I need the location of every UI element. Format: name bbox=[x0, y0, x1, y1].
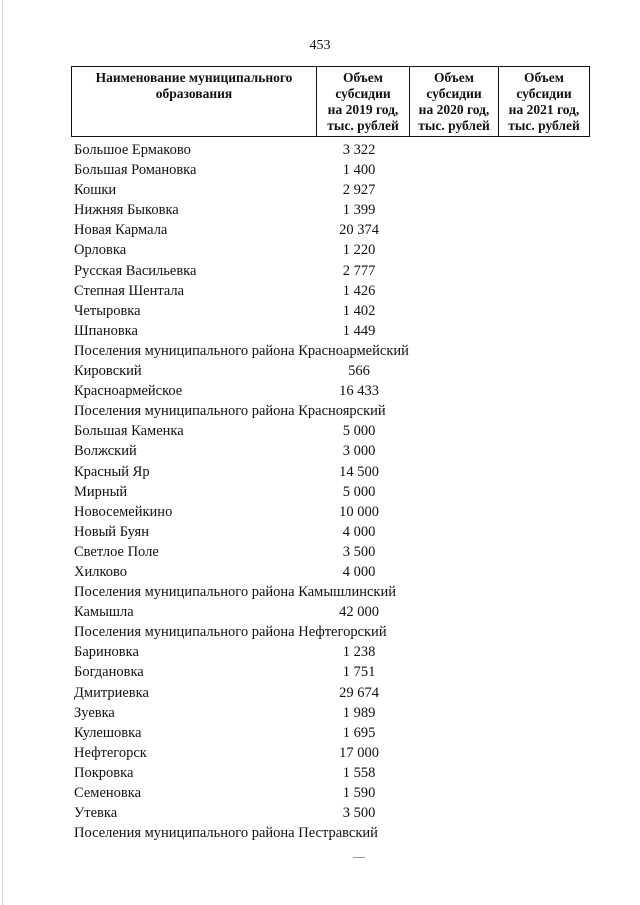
subsidy-2019-value: 16 433 bbox=[339, 383, 379, 400]
subsidy-2019-value: 3 500 bbox=[342, 543, 376, 560]
table-header bbox=[71, 66, 590, 137]
subsidy-2019-value: 3 500 bbox=[342, 805, 376, 822]
group-heading-row bbox=[74, 622, 614, 642]
header-row bbox=[72, 67, 590, 137]
municipality-name: Большая Романовка bbox=[74, 162, 197, 179]
table-row bbox=[74, 462, 614, 482]
header-line: субсидии bbox=[426, 86, 482, 101]
municipality-name: Камышла bbox=[74, 604, 134, 621]
municipality-name: Новосемейкино bbox=[74, 503, 173, 520]
table-row bbox=[74, 261, 614, 281]
table-row bbox=[74, 683, 614, 703]
group-heading: Поселения муниципального района Красноярский bbox=[74, 403, 386, 420]
subsidy-2019-value: 20 374 bbox=[339, 222, 379, 239]
header-line: тыс. рублей bbox=[508, 118, 580, 133]
table-row bbox=[74, 642, 614, 662]
subsidy-2019-value: 5 000 bbox=[342, 423, 376, 440]
table-row bbox=[74, 602, 614, 622]
municipality-name: Степная Шентала bbox=[74, 282, 185, 299]
table-row bbox=[74, 562, 614, 582]
municipality-name: Нижняя Быковка bbox=[74, 202, 179, 219]
table-row bbox=[74, 321, 614, 341]
municipality-name: Кулешовка bbox=[74, 724, 142, 741]
subsidy-2019-value: 1 426 bbox=[342, 282, 376, 299]
municipality-name: Зуевка bbox=[74, 704, 115, 721]
header-line: образования bbox=[155, 86, 233, 101]
header-line: тыс. рублей bbox=[327, 118, 399, 133]
subsidy-2019-value: 17 000 bbox=[339, 744, 379, 761]
municipality-name: Бариновка bbox=[74, 644, 139, 661]
group-heading: Поселения муниципального района Нефтегорский bbox=[74, 624, 387, 641]
subsidy-2019-value: 29 674 bbox=[339, 684, 379, 701]
municipality-name: Волжский bbox=[74, 443, 137, 460]
header-line: субсидии bbox=[335, 86, 391, 101]
table-row bbox=[74, 522, 614, 542]
subsidy-2019-value: 42 000 bbox=[339, 604, 379, 621]
table-row bbox=[74, 482, 614, 502]
header-line: Объем bbox=[524, 70, 564, 85]
table-row bbox=[74, 441, 614, 461]
municipality-name: Красноармейское bbox=[74, 383, 183, 400]
table-row bbox=[74, 421, 614, 441]
table-row bbox=[74, 662, 614, 682]
subsidy-2019-value: 4 000 bbox=[342, 563, 376, 580]
scan-mark bbox=[353, 857, 365, 858]
table-row bbox=[74, 160, 614, 180]
subsidy-2019-value: 1 695 bbox=[342, 724, 376, 741]
header-municipality bbox=[72, 67, 317, 137]
table-row bbox=[74, 502, 614, 522]
subsidy-2019-value: 2 927 bbox=[342, 182, 376, 199]
subsidy-2019-value: 2 777 bbox=[342, 262, 376, 279]
municipality-name: Шпановка bbox=[74, 322, 138, 339]
municipality-name: Кошки bbox=[74, 182, 117, 199]
municipality-name: Светлое Поле bbox=[74, 543, 159, 560]
header-line: субсидии bbox=[516, 86, 572, 101]
table-row bbox=[74, 180, 614, 200]
subsidy-2019-value: 4 000 bbox=[342, 523, 376, 540]
table-row bbox=[74, 361, 614, 381]
table-row bbox=[74, 220, 614, 240]
header-line: Объем bbox=[434, 70, 474, 85]
group-heading: Поселения муниципального района Красноармейский bbox=[74, 342, 409, 359]
table-row bbox=[74, 783, 614, 803]
table-row bbox=[74, 301, 614, 321]
table-row bbox=[74, 140, 614, 160]
table-row bbox=[74, 723, 614, 743]
group-heading-row bbox=[74, 582, 614, 602]
municipality-name: Орловка bbox=[74, 242, 127, 259]
table-body bbox=[74, 140, 614, 843]
municipality-name: Четыровка bbox=[74, 302, 141, 319]
table-row bbox=[74, 200, 614, 220]
header-line: тыс. рублей bbox=[418, 118, 490, 133]
table-row bbox=[74, 763, 614, 783]
subsidy-2019-value: 1 402 bbox=[342, 302, 376, 319]
subsidy-2019-value: 1 989 bbox=[342, 704, 376, 721]
municipality-name: Покровка bbox=[74, 764, 134, 781]
header-2020 bbox=[410, 67, 499, 137]
municipality-name: Мирный bbox=[74, 483, 128, 500]
table-row bbox=[74, 281, 614, 301]
municipality-name: Хилково bbox=[74, 563, 128, 580]
header-2021 bbox=[499, 67, 590, 137]
table-row bbox=[74, 381, 614, 401]
subsidy-2019-value: 1 590 bbox=[342, 785, 376, 801]
subsidy-2019-value: 14 500 bbox=[339, 463, 379, 480]
subsidy-2019-value: 1 400 bbox=[342, 162, 376, 179]
municipality-name: Нефтегорск bbox=[74, 744, 147, 761]
subsidy-2019-value: 3 322 bbox=[342, 142, 376, 158]
group-heading-row bbox=[74, 401, 614, 421]
subsidy-2019-value: 1 449 bbox=[342, 322, 376, 339]
group-heading-row bbox=[74, 823, 614, 843]
subsidy-2019-value: 1 238 bbox=[342, 644, 376, 661]
header-2019 bbox=[317, 67, 410, 137]
municipality-name: Большая Каменка bbox=[74, 423, 184, 440]
subsidy-2019-value: 5 000 bbox=[342, 483, 376, 500]
municipality-name: Большое Ермаково bbox=[74, 142, 191, 158]
page-number: 453 bbox=[309, 38, 331, 53]
header-line: на 2019 год, bbox=[327, 102, 399, 117]
group-heading-row bbox=[74, 341, 614, 361]
municipality-name: Новая Кармала bbox=[74, 222, 168, 239]
table-row bbox=[74, 240, 614, 260]
subsidy-2019-value: 1 220 bbox=[342, 242, 376, 259]
municipality-name: Утевка bbox=[74, 805, 118, 822]
table-row bbox=[74, 803, 614, 823]
municipality-name: Русская Васильевка bbox=[74, 262, 197, 279]
table-row bbox=[74, 703, 614, 723]
header-line: на 2020 год, bbox=[418, 102, 490, 117]
group-heading: Поселения муниципального района Камышлинский bbox=[74, 584, 396, 601]
table-row bbox=[74, 542, 614, 562]
group-heading: Поселения муниципального района Пестравский bbox=[74, 825, 378, 842]
municipality-name: Красный Яр bbox=[74, 463, 150, 480]
subsidy-2019-value: 1 399 bbox=[342, 202, 376, 219]
municipality-name: Дмитриевка bbox=[74, 684, 149, 701]
municipality-name: Богдановка bbox=[74, 664, 144, 681]
subsidy-2019-value: 566 bbox=[348, 363, 370, 380]
header-line: Наименование муниципального bbox=[95, 70, 293, 85]
subsidy-2019-value: 1 751 bbox=[342, 664, 376, 681]
subsidy-2019-value: 1 558 bbox=[342, 764, 376, 781]
scan-edge bbox=[2, 0, 3, 905]
header-line: на 2021 год, bbox=[508, 102, 580, 117]
subsidy-2019-value: 10 000 bbox=[339, 503, 379, 520]
header-line: Объем bbox=[343, 70, 383, 85]
municipality-name: Семеновка bbox=[74, 785, 142, 801]
municipality-name: Новый Буян bbox=[74, 523, 149, 540]
municipality-name: Кировский bbox=[74, 363, 142, 380]
table-row bbox=[74, 743, 614, 763]
subsidy-2019-value: 3 000 bbox=[342, 443, 376, 460]
